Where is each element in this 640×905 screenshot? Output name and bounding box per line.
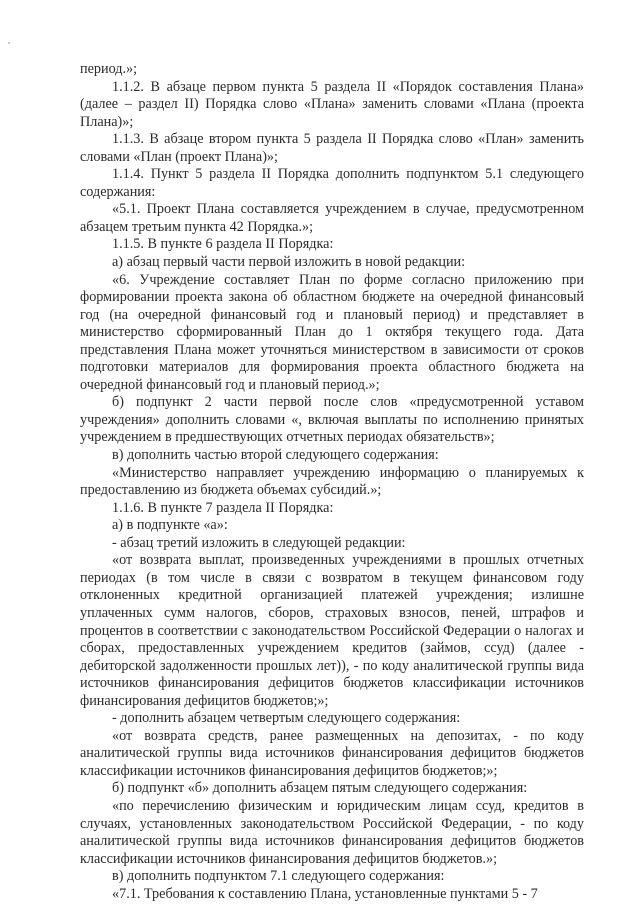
paragraph-add-fourth: - дополнить абзацем четвертым следующего содержания:	[112, 710, 461, 727]
paragraph-1-1-2: 1.1.2. В абзаце первом пункта 5 раздела II «Порядок составления Плана» (далее – раздел II) Порядка слово «Плана» заменить словами «Плана (проекта Плана)»;	[80, 78, 584, 130]
paragraph-return-quote: «от возврата выплат, произведенных учреждениями в прошлых отчетных периодах (в том числе в связи с возвратом в текущем финансовом году отклоненных кредитной организацией платежей учреждения; излишне уплаченных сумм налогов, сборов, страховых взносов, пеней, штрафов и процентов в соответствии с законодательством Российской Федерации о налогах и сборах, предоставленных учреждением кредитов (займов, ссуд) (далее - дебиторской задолженности прошлых лет)), - по коду аналитической группы вида источников финансирования дефицитов бюджетов классификации источников финансирования дефицитов бюджетов;»;	[80, 552, 584, 709]
scan-speck	[8, 42, 10, 44]
paragraph-sub-a: а) в подпункте «а»:	[112, 517, 228, 534]
paragraph-5-1-quote: «5.1. Проект Плана составляется учреждением в случае, предусмотренном абзацем третьим пункта 42 Порядка.»;	[80, 201, 584, 235]
paragraph-1-1-6: 1.1.6. В пункте 7 раздела II Порядка:	[112, 499, 334, 516]
paragraph-loans-quote: «по перечислению физическим и юридическим лицам ссуд, кредитов в случаях, установленных законодательством Российской Федерации, - по коду аналитической группы вида источников финансирования дефицитов бюджетов классификации источников финансирования дефицитов бюджетов.»;	[80, 797, 584, 867]
paragraph-deposit-quote: «от возврата средств, ранее размещенных на депозитах, - по коду аналитической группы вида источников финансирования дефицитов бюджетов классификации источников финансирования дефицитов бюджетов;»;	[80, 727, 584, 779]
paragraph-7-1-quote: «7.1. Требования к составлению Плана, установленные пунктами 5 - 7	[112, 885, 538, 902]
paragraph-item-v: в) дополнить частью второй следующего содержания:	[112, 447, 439, 464]
paragraph-item-b: б) подпункт 2 части первой после слов «предусмотренной уставом учреждения» дополнить словами «, включая выплаты по исполнению принятых учреждением в предшествующих отчетных периодах обязательств»;	[80, 394, 584, 446]
document-body	[80, 61, 584, 903]
paragraph-item-a: а) абзац первый части первой изложить в новой редакции:	[112, 254, 466, 271]
paragraph-ministry-quote: «Министерство направляет учреждению информацию о планируемых к предоставлению из бюджета объемах субсидий.»;	[80, 464, 584, 499]
paragraph-1-1-5: 1.1.5. В пункте 6 раздела II Порядка:	[112, 236, 334, 253]
paragraph-continuation: период.»;	[80, 61, 138, 77]
paragraph-third-abzac: - абзац третий изложить в следующей редакции:	[112, 534, 406, 551]
paragraph-1-1-4: 1.1.4. Пункт 5 раздела II Порядка дополнить подпунктом 5.1 следующего содержания:	[80, 166, 584, 200]
paragraph-1-1-3: 1.1.3. В абзаце втором пункта 5 раздела II Порядка слово «План» заменить словами «План (проект Плана)»;	[80, 131, 584, 165]
paragraph-sub-b: б) подпункт «б» дополнить абзацем пятым следующего содержания:	[112, 780, 528, 797]
paragraph-sub-v: в) дополнить подпунктом 7.1 следующего содержания:	[112, 868, 445, 885]
paragraph-6-quote: «6. Учреждение составляет План по форме согласно приложению при формировании проекта закона об областном бюджете на очередной финансовый год (на очередной финансовый год и плановый период) и представляет в министерство сформированный План до 1 октября текущего года. Дата представления Плана может уточняться министерством в зависимости от сроков подготовки материалов для формирования проекта областного бюджета на очередной финансовый год и плановый период.»;	[80, 271, 584, 393]
